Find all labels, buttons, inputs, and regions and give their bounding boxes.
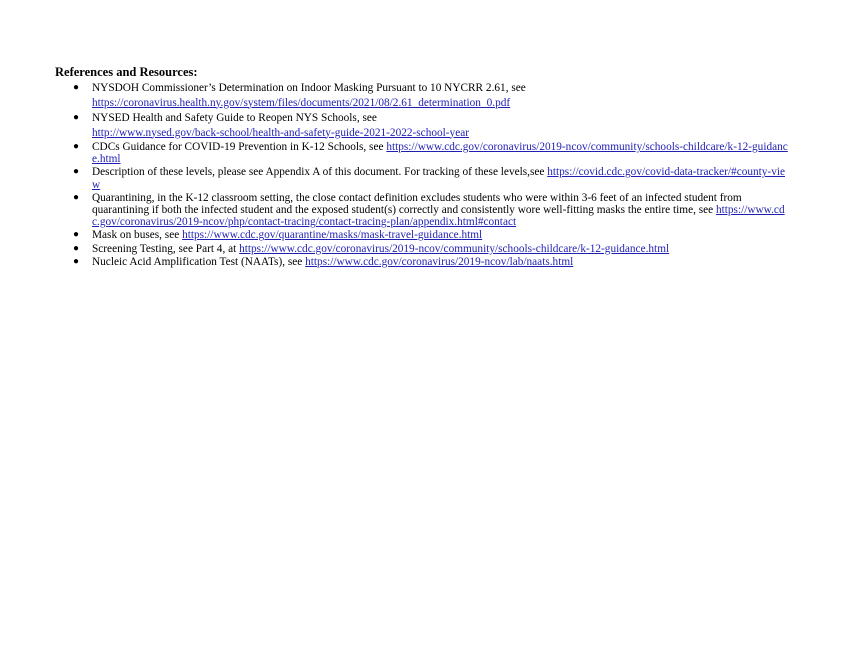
- reference-link[interactable]: https://www.cdc.gov/coronavirus/2019-ncov/php/contact-tracing/contact-tracing-plan/appendix.html#contact: [92, 204, 785, 229]
- reference-item: [55, 229, 790, 241]
- reference-text: Nucleic Acid Amplification Test (NAATs), see: [92, 255, 306, 268]
- reference-item: [55, 81, 790, 110]
- reference-text: CDCs Guidance for COVID-19 Prevention in K-12 Schools, see: [92, 141, 387, 153]
- reference-link[interactable]: https://www.cdc.gov/quarantine/masks/mask-travel-guidance.html: [182, 229, 483, 242]
- reference-item: [55, 243, 790, 255]
- bullet-icon: ●: [73, 82, 80, 93]
- bullet-icon: ●: [73, 242, 80, 254]
- bullet-icon: ●: [73, 191, 80, 203]
- bullet-icon: ●: [73, 166, 80, 178]
- reference-item: [55, 141, 790, 165]
- reference-link[interactable]: https://coronavirus.health.ny.gov/system/files/documents/2021/08/2.61_determination_0.pdf: [92, 96, 511, 109]
- reference-item: [55, 192, 790, 229]
- reference-text: Quarantining, in the K-12 classroom setting, the close contact definition excludes students who were within 3-6 feet of an infected student from quarantining if both the infected student and the exposed student(s) correctly and consistently wore well-fitting masks the entire time, see: [92, 191, 742, 217]
- reference-text: Mask on buses, see: [92, 229, 183, 242]
- reference-link[interactable]: https://www.cdc.gov/coronavirus/2019-ncov/community/schools-childcare/k-12-guidance.html: [92, 141, 788, 166]
- reference-link[interactable]: https://www.cdc.gov/coronavirus/2019-ncov/community/schools-childcare/k-12-guidance.html: [239, 242, 670, 255]
- references-section: [55, 65, 790, 269]
- reference-item: [55, 166, 790, 190]
- reference-link[interactable]: https://www.cdc.gov/coronavirus/2019-ncov/lab/naats.html: [305, 255, 574, 268]
- bullet-icon: ●: [73, 229, 80, 241]
- reference-text: Description of these levels, please see Appendix A of this document. For tracking of these levels,see: [92, 166, 548, 179]
- reference-link[interactable]: https://covid.cdc.gov/covid-data-tracker/#county-view: [92, 166, 785, 191]
- reference-text: Screening Testing, see Part 4, at: [92, 242, 240, 255]
- reference-text: NYSDOH Commissioner’s Determination on Indoor Masking Pursuant to 10 NYCRR 2.61, see: [92, 82, 526, 94]
- reference-item: [55, 111, 790, 140]
- bullet-icon: ●: [73, 141, 80, 152]
- bullet-icon: ●: [73, 255, 80, 267]
- bullet-icon: ●: [73, 112, 80, 123]
- reference-link[interactable]: http://www.nysed.gov/back-school/health-and-safety-guide-2021-2022-school-year: [92, 126, 469, 139]
- reference-list: [55, 81, 790, 268]
- reference-text: NYSED Health and Safety Guide to Reopen NYS Schools, see: [92, 112, 377, 124]
- reference-item: [55, 256, 790, 268]
- section-heading: References and Resources:: [55, 65, 198, 79]
